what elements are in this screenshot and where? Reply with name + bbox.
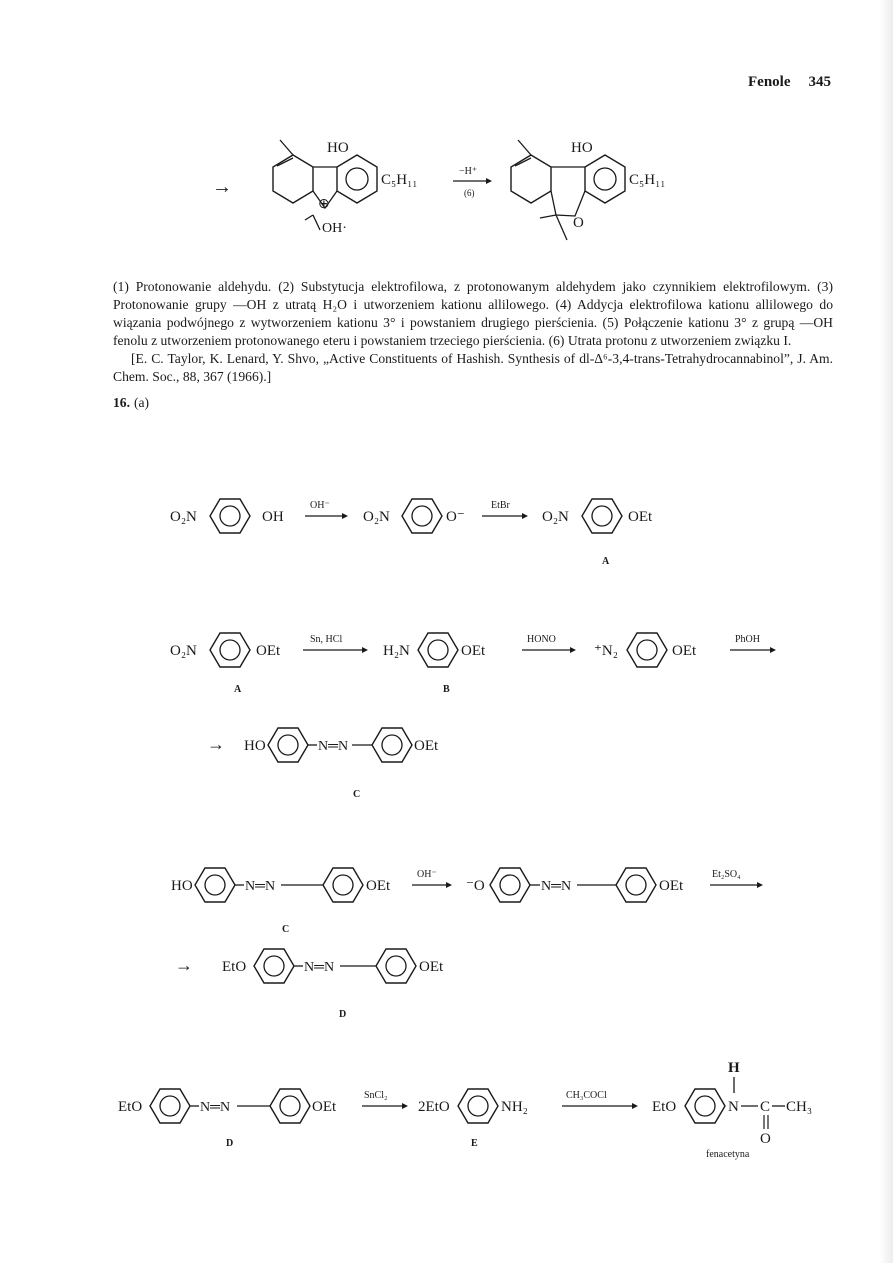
row4-s2-left: ⁻O (466, 878, 485, 894)
row1-s2-ring (402, 499, 442, 533)
left-cyclohexene-ring (273, 155, 313, 203)
row5-arrow: → (175, 955, 193, 975)
row1-s1-right: OH (262, 509, 284, 525)
row5-right: OEt (419, 959, 444, 975)
left-ho-label: HO (327, 140, 349, 156)
row1-arrowhead-2 (522, 513, 528, 519)
page-number: 345 (808, 74, 831, 90)
scheme-row-5 (0, 935, 893, 1020)
row6-s1-ring-1 (150, 1089, 190, 1123)
right-benzene-circle (594, 168, 616, 190)
phenacetin-name: fenacetyna (706, 1149, 750, 1160)
row3-arrow: → (207, 734, 225, 754)
row6-s2-ring (458, 1089, 498, 1123)
row1-structure-2 (363, 499, 465, 533)
row4-s1-circle-1 (205, 875, 225, 895)
carbocation-plus: ⊕ (318, 197, 330, 212)
row2-arrow-3-label: PhOH (735, 634, 761, 645)
problem-16-heading (113, 395, 149, 411)
row4-arrowhead-1 (446, 882, 452, 888)
top-reaction-scheme (0, 130, 893, 255)
row2-s2-circle (428, 640, 448, 660)
row6-arrowhead-1 (402, 1103, 408, 1109)
row5-left: EtO (222, 959, 247, 975)
row2-arrowhead-3 (770, 647, 776, 653)
row5-ring-1 (254, 949, 294, 983)
row4-s2-ring-2 (616, 868, 656, 902)
row3-azo: N═N (318, 739, 349, 754)
incoming-arrow: → (212, 176, 232, 198)
row5-circle-2 (386, 956, 406, 976)
row2-s1-left: O₂N (170, 643, 197, 659)
row4-s2-circle-1 (500, 875, 520, 895)
compound-label-a: A (602, 556, 610, 567)
row5-ring-2 (376, 949, 416, 983)
row2-label-a: A (234, 684, 242, 695)
row6-s3-circle (695, 1096, 715, 1116)
row2-s2-left: H₂N (383, 643, 410, 659)
scheme-row-4 (0, 850, 893, 940)
row1-structure-1 (170, 499, 284, 533)
row4-s1-ring-1 (195, 868, 235, 902)
step6-label-bottom: (6) (464, 188, 475, 198)
row4-s2-right: OEt (659, 878, 684, 894)
row6-s2-right: NH₂ (501, 1099, 528, 1115)
row6-s1-circle-2 (280, 1096, 300, 1116)
row1-s3-left: O₂N (542, 509, 569, 525)
row1-structure-3 (542, 499, 653, 533)
row1-arrow-1-label: OH⁻ (310, 500, 330, 511)
row2-s3-ring (627, 633, 667, 667)
right-gem-dimethyl-a (540, 215, 556, 218)
row6-s2-circle (468, 1096, 488, 1116)
row1-s2-circle (412, 506, 432, 526)
scheme-row-6 (0, 1035, 893, 1165)
row6-arrowhead-2 (632, 1103, 638, 1109)
right-ho-label: HO (571, 140, 593, 156)
row4-label-c: C (282, 924, 290, 935)
row4-s1-ring-2 (323, 868, 363, 902)
row2-arrow-2-label: HONO (527, 634, 556, 645)
row6-s3-o: O (760, 1131, 771, 1147)
row2-arrow-1-label: Sn, HCl (310, 634, 343, 645)
row6-s3-c: C (760, 1099, 771, 1115)
section-title: Fenole (748, 74, 791, 90)
scheme-row-2 (0, 620, 893, 700)
compound-label-d: D (339, 1009, 347, 1020)
row4-arrow-2-label: Et₂SO₄ (712, 869, 741, 880)
problem-part: (a) (134, 395, 150, 410)
row6-s1-right: OEt (312, 1099, 337, 1115)
row3-circle-1 (278, 735, 298, 755)
left-methyl-bond (280, 140, 293, 155)
row1-s2-right: O⁻ (446, 509, 465, 525)
right-o-label: O (573, 215, 584, 231)
mechanism-text (113, 278, 833, 386)
row2-s1-right: OEt (256, 643, 281, 659)
right-pyran-ring (551, 191, 585, 216)
literature-reference: [E. C. Taylor, K. Lenard, Y. Shvo, „Active Constituents of Hashish. Synthesis of dl-Δ⁶-3,4-trans-Tetrahydrocannabinol”, J. Am. Chem. Soc., 88, 367 (1966).] (113, 351, 833, 384)
left-benzene-circle (346, 168, 368, 190)
right-cyclohexene-ring (511, 155, 551, 203)
row4-s1-right: OEt (366, 878, 391, 894)
row1-s1-ring (210, 499, 250, 533)
row2-s3-left: ⁺N₂ (594, 643, 618, 659)
row6-arrow-2-label: CH₃COCl (566, 1090, 607, 1101)
row1-s3-circle (592, 506, 612, 526)
phenacetin-structure (652, 1060, 812, 1147)
row4-s2-ring-1 (490, 868, 530, 902)
scheme-row-1 (0, 490, 893, 580)
row6-s1-azo: N═N (200, 1100, 231, 1115)
row6-arrow-1-label: SnCl₂ (364, 1090, 388, 1101)
row1-arrow-2-label: EtBr (491, 500, 510, 511)
left-benzene-ring (337, 155, 377, 203)
row2-s2-right: OEt (461, 643, 486, 659)
mechanism-steps: (1) Protonowanie aldehydu. (2) Substytucja elektrofilowa, z protonowanym aldehydem jako czynnikiem elektrofilowym. (3) Protonowanie grupy —OH z utratą H₂O i utworzeniem kationu allilowego. (4) Addycja elektrofilowa kationu allilowego do wiązania podwójnego z wytworzeniem kationu 3° i powstaniem drugiego pierścienia. (5) Połączenie kationu 3° z grupą —OH fenolu z utworzeniem protonowanego eteru i powstaniem trzeciego pierścienia. (6) Utrata protonu z utworzeniem związku I. (113, 279, 833, 348)
row4-s1-circle-2 (333, 875, 353, 895)
right-benzene-ring (585, 155, 625, 203)
compound-label-b: B (443, 684, 450, 695)
row6-s3-ring (685, 1089, 725, 1123)
left-oh-label: OH· (322, 221, 347, 236)
row2-s2-ring (418, 633, 458, 667)
row2-arrowhead-2 (570, 647, 576, 653)
row4-s2-azo: N═N (541, 879, 572, 894)
row4-arrowhead-2 (757, 882, 763, 888)
row6-label-d: D (226, 1138, 234, 1149)
row4-s1-azo: N═N (245, 879, 276, 894)
row6-s3-ch3: CH₃ (786, 1099, 813, 1115)
row6-s3-left: EtO (652, 1099, 677, 1115)
running-header (730, 74, 831, 91)
row2-s1-circle (220, 640, 240, 660)
row2-s1-ring (210, 633, 250, 667)
row1-s3-right: OEt (628, 509, 653, 525)
row4-arrow-1-label: OH⁻ (417, 869, 437, 880)
problem-number: 16. (113, 395, 130, 410)
row1-arrowhead-1 (342, 513, 348, 519)
compound-label-c: C (353, 789, 361, 800)
row4-s1-left: HO (171, 878, 193, 894)
row6-s2-left: 2EtO (418, 1099, 450, 1115)
row6-s1-left: EtO (118, 1099, 143, 1115)
row5-azo: N═N (304, 960, 335, 975)
row6-s3-h: H (728, 1060, 740, 1076)
row3-ring-2 (372, 728, 412, 762)
row4-s2-circle-2 (626, 875, 646, 895)
compound-label-e: E (471, 1138, 478, 1149)
right-methyl-bond (518, 140, 531, 155)
left-gem-dimethyl-a (305, 215, 313, 220)
left-gem-dimethyl-b (313, 215, 320, 230)
row2-s3-right: OEt (672, 643, 697, 659)
row3-left: HO (244, 738, 266, 754)
right-c5h11-label: C₅H₁₁ (629, 172, 666, 188)
step6-label-top: −H⁺ (459, 166, 478, 177)
row1-s3-ring (582, 499, 622, 533)
row2-s3-circle (637, 640, 657, 660)
row6-s3-n: N (728, 1099, 739, 1115)
right-gem-dimethyl-b (556, 215, 567, 240)
row6-s1-ring-2 (270, 1089, 310, 1123)
row5-circle-1 (264, 956, 284, 976)
row6-s1-circle-1 (160, 1096, 180, 1116)
row3-right: OEt (414, 738, 439, 754)
scheme-row-3 (0, 715, 893, 800)
row1-s1-left: O₂N (170, 509, 197, 525)
row2-arrowhead-1 (362, 647, 368, 653)
row1-s2-left: O₂N (363, 509, 390, 525)
row3-ring-1 (268, 728, 308, 762)
left-c5h11-label: C₅H₁₁ (381, 172, 418, 188)
step6-arrowhead (486, 178, 492, 184)
row3-circle-2 (382, 735, 402, 755)
row1-s1-circle (220, 506, 240, 526)
